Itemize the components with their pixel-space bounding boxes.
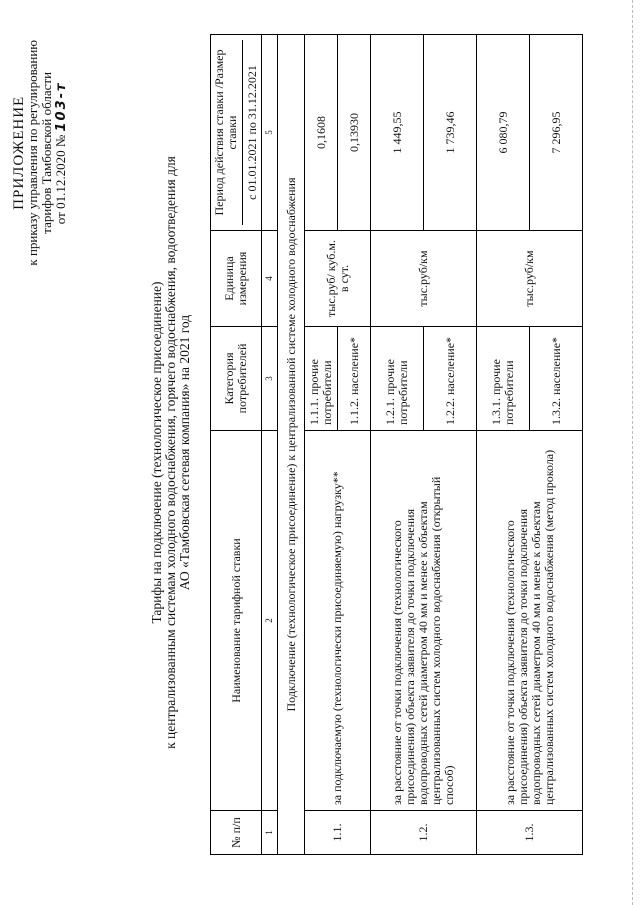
order-authority: тарифов Тамбовской области <box>39 71 54 234</box>
row-unit: тыс.руб/ куб.м. в сут. <box>305 231 371 327</box>
header-category: Категория потребителей <box>211 327 262 431</box>
header-number: № п/п <box>211 811 262 855</box>
column-index: 2 <box>262 431 278 811</box>
title-line-1: Тарифы на подключение (технологическое присоединение) <box>149 281 164 624</box>
table-row <box>371 35 424 855</box>
section-title: Подключение (технологическое присоединение) к централизованной системе холодного водоснабжения <box>278 35 305 855</box>
document-header <box>12 40 69 266</box>
header-unit: Единица измерения <box>211 231 262 327</box>
header-name: Наименование тарифной ставки <box>211 431 262 811</box>
column-index: 4 <box>262 231 278 327</box>
table-row <box>477 35 530 855</box>
row-value: 0,13930 <box>338 35 371 231</box>
row-name: за расстояние от точки подключения (технологического присоединения) объекта заявителя до точки подключения водопроводных сетей диаметром 40 мм и менее к объектам централизованных систем холодного водоснабжения (открытый способ) <box>371 431 477 811</box>
row-category: 1.3.2. население* <box>530 327 583 431</box>
row-number: 1.2. <box>371 811 477 855</box>
section-row <box>278 35 305 855</box>
row-category: 1.3.1. прочие потребители <box>477 327 530 431</box>
row-unit: тыс.руб/км <box>477 231 583 327</box>
row-number: 1.3. <box>477 811 583 855</box>
title-line-2: к централизованным системам холодного водоснабжения, горячего водоснабжения, водоотведения для <box>163 156 178 749</box>
order-reference: к приказу управления по регулированию <box>25 40 40 266</box>
order-number: 103-т <box>54 81 69 132</box>
row-value: 1 449,55 <box>371 35 424 231</box>
column-index: 3 <box>262 327 278 431</box>
header-period-value: с 01.01.2021 по 31.12.2021 <box>245 65 259 200</box>
row-name: за подключаемую (технологически присоединяемую) нагрузку** <box>305 431 371 811</box>
row-category: 1.2.2. население* <box>424 327 477 431</box>
row-value: 1 739,46 <box>424 35 477 231</box>
row-name: за расстояние от точки подключения (технологического присоединения) объекта заявителя до точки подключения водопроводных сетей диаметром 40 мм и менее к объектам централизованных систем холодного водоснабжения (метод прокола) <box>477 431 583 811</box>
row-unit: тыс.руб/км <box>371 231 477 327</box>
tariff-table <box>210 34 583 855</box>
header-period <box>211 35 262 231</box>
column-index: 5 <box>262 35 278 231</box>
order-date <box>54 40 69 266</box>
row-value: 7 296,95 <box>530 35 583 231</box>
row-category: 1.1.2. население* <box>338 327 371 431</box>
row-value: 0,1608 <box>305 35 338 231</box>
scan-edge <box>632 0 634 905</box>
order-date-text: от 01.12.2020 № <box>53 134 68 225</box>
header-period-label: Период действия ставки /Размер ставки <box>213 40 243 225</box>
row-value: 6 080,79 <box>477 35 530 231</box>
row-category: 1.2.1. прочие потребители <box>371 327 424 431</box>
document-title <box>150 0 192 905</box>
column-index: 1 <box>262 811 278 855</box>
column-index-row <box>262 35 278 855</box>
table-header-row <box>211 35 262 855</box>
title-line-3: АО «Тамбовская сетевая компания» на 2021 год <box>177 314 192 591</box>
appendix-title: ПРИЛОЖЕНИЕ <box>11 95 27 210</box>
row-number: 1.1. <box>305 811 371 855</box>
row-category: 1.1.1. прочие потребители <box>305 327 338 431</box>
table-row <box>305 35 338 855</box>
